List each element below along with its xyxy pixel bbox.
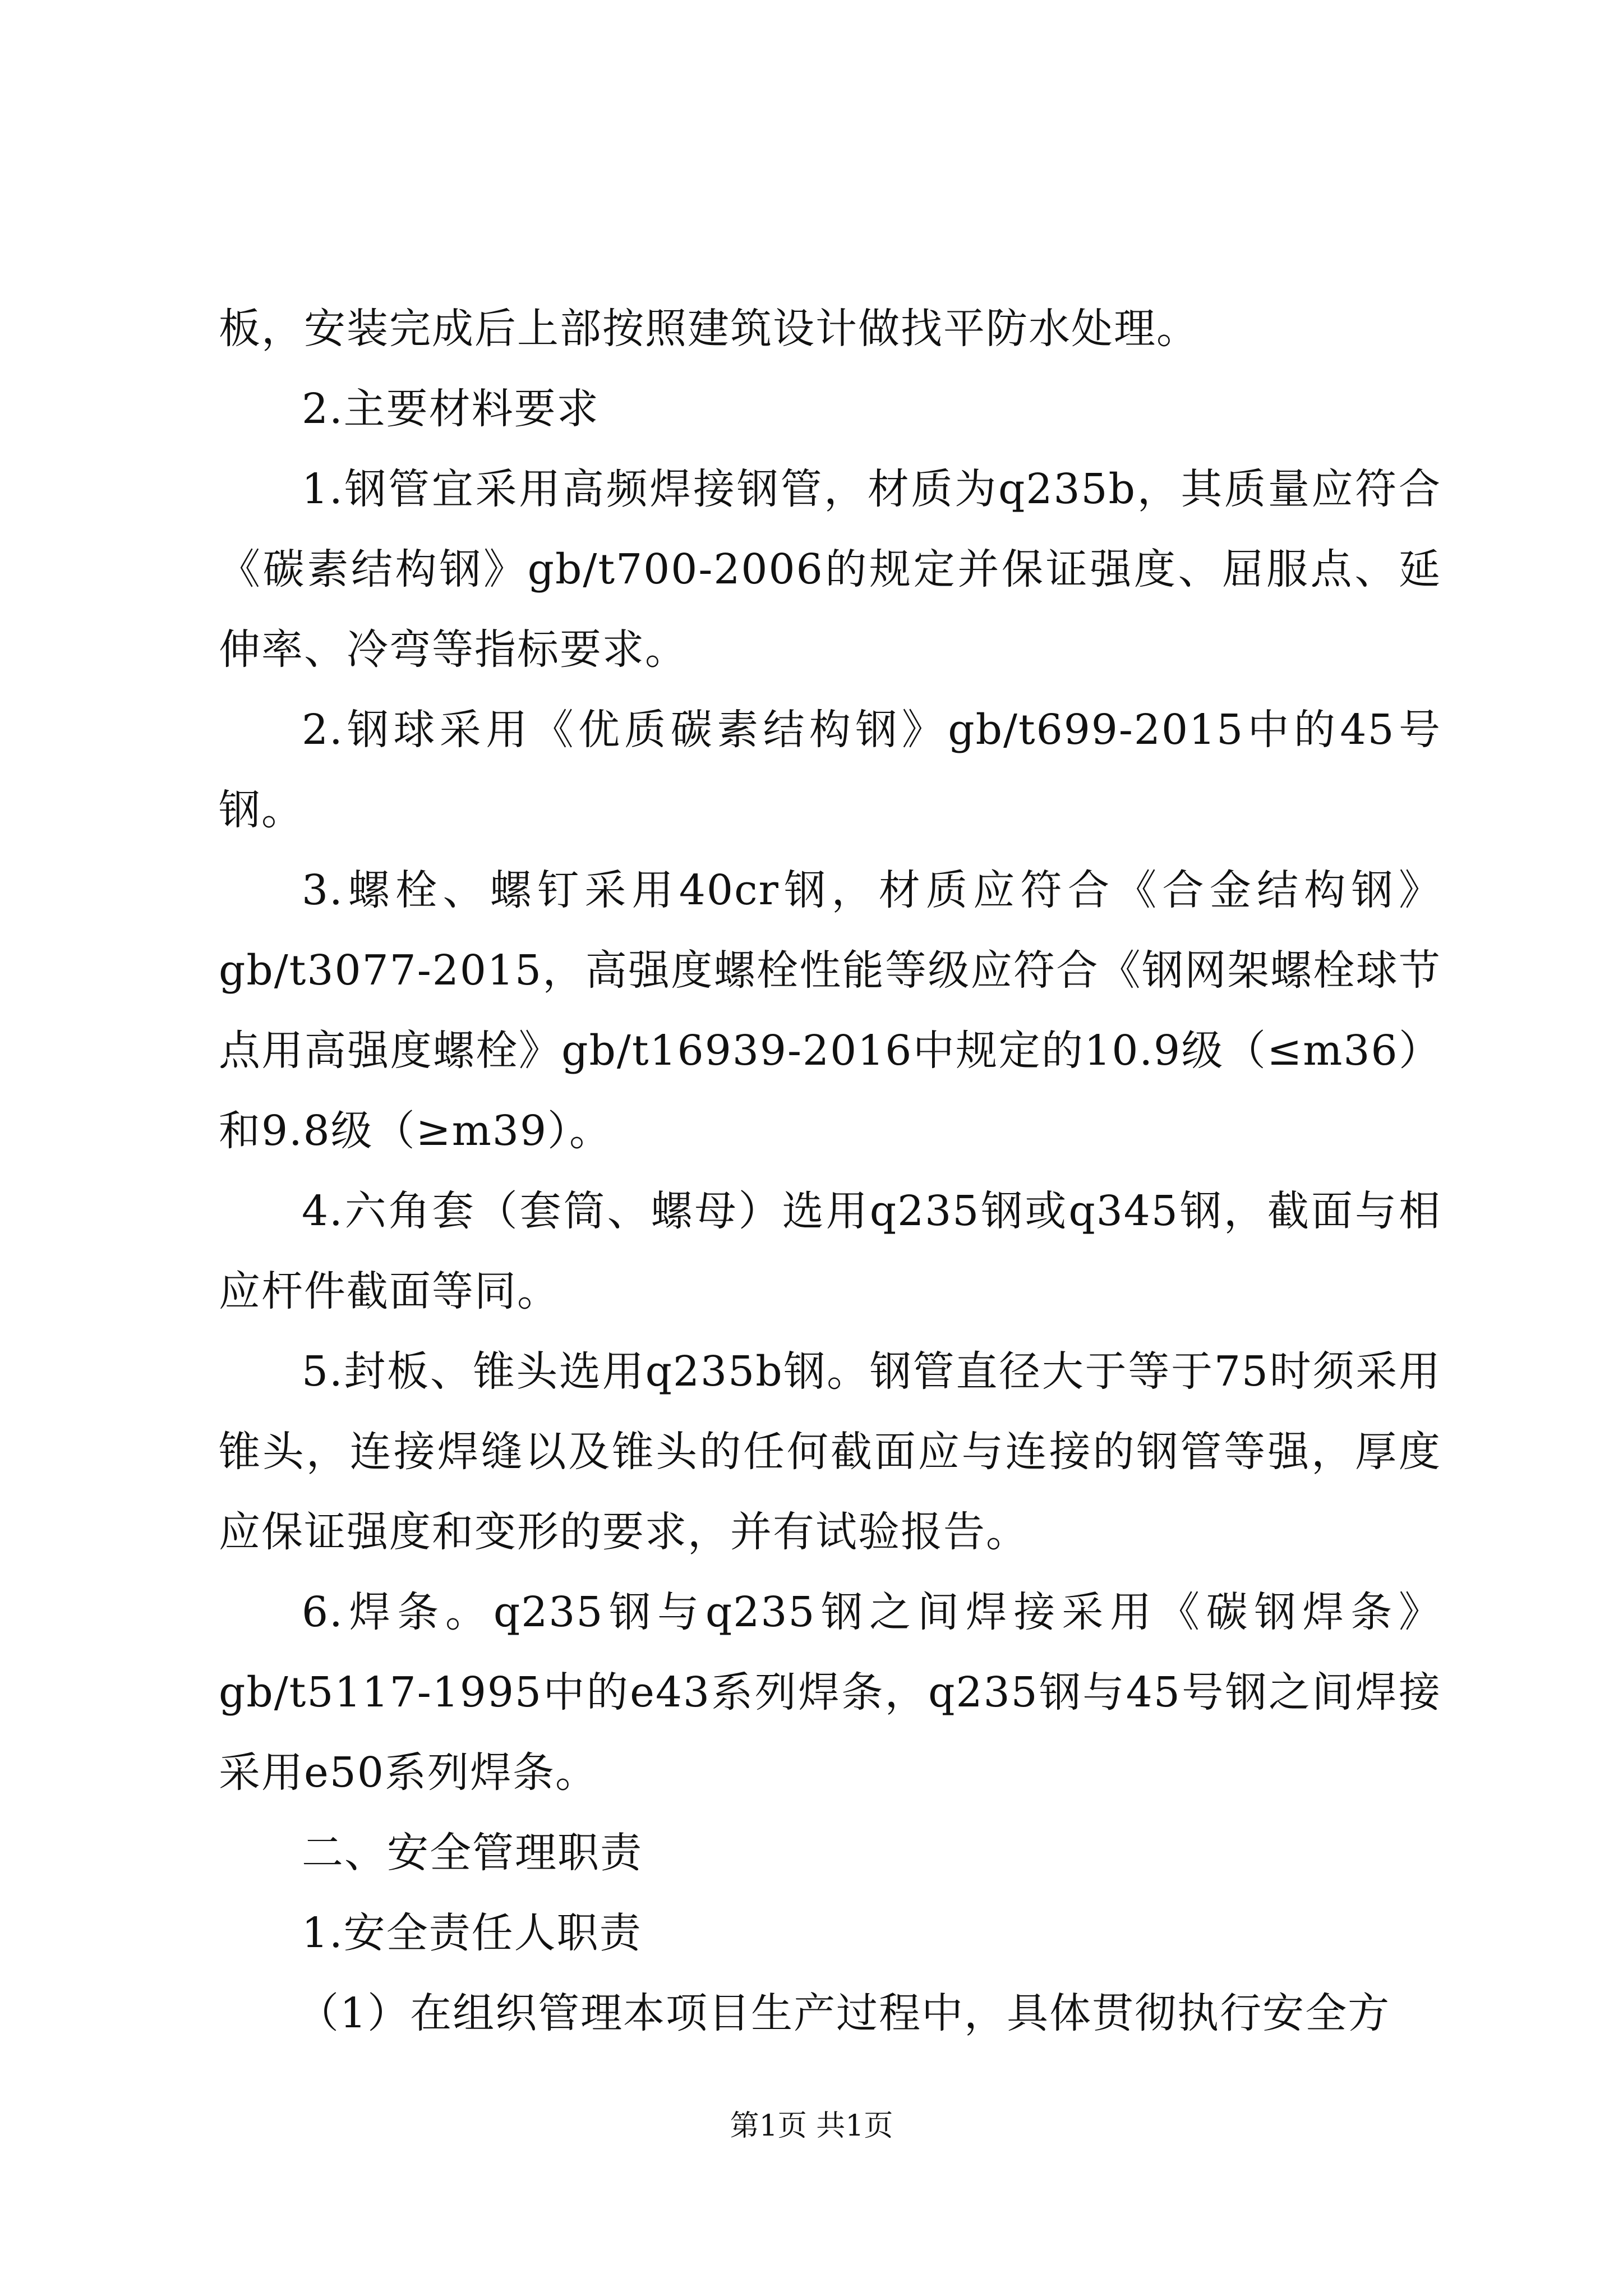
paragraph-welding-rod: 6.焊条。q235钢与q235钢之间焊接采用《碳钢焊条》gb/t5117-1995中的e43系列焊条，q235钢与45号钢之间焊接采用e50系列焊条。	[219, 1588, 1441, 1797]
section-heading-materials: 2.主要材料要求	[302, 385, 600, 433]
page-footer: 第1页 共1页	[730, 2109, 893, 2143]
paragraph-steel-pipe: 1.钢管宜采用高频焊接钢管，材质为q235b，其质量应符合《碳素结构钢》gb/t700-2006的规定并保证强度、屈服点、延伸率、冷弯等指标要求。	[219, 465, 1441, 674]
paragraph-seal-plate: 5.封板、锥头选用q235b钢。钢管直径大于等于75时须采用锥头，连接焊缝以及锥头的任何截面应与连接的钢管等强，厚度应保证强度和变形的要求，并有试验报告。	[219, 1347, 1441, 1556]
paragraph-item-1: （1）在组织管理本项目生产过程中，具体贯彻执行安全方	[297, 1989, 1391, 2037]
paragraph-bolts: 3.螺栓、螺钉采用40cr钢，材质应符合《合金结构钢》gb/t3077-2015，高强度螺栓性能等级应符合《钢网架螺栓球节点用高强度螺栓》gb/t16939-2016中规定的10.9级（≤m36）和9.8级（≥m39）。	[219, 866, 1441, 1155]
paragraph-hex-sleeve: 4.六角套（套筒、螺母）选用q235钢或q345钢，截面与相应杆件截面等同。	[219, 1187, 1441, 1315]
section-heading-safety: 二、安全管理职责	[302, 1829, 643, 1877]
paragraph-steel-ball: 2.钢球采用《优质碳素结构钢》gb/t699-2015中的45号钢。	[219, 706, 1441, 834]
paragraph-continuation: 板，安装完成后上部按照建筑设计做找平防水处理。	[219, 305, 1199, 353]
subsection-heading-responsibility: 1.安全责任人职责	[302, 1909, 642, 1957]
document-body	[219, 289, 1441, 2054]
